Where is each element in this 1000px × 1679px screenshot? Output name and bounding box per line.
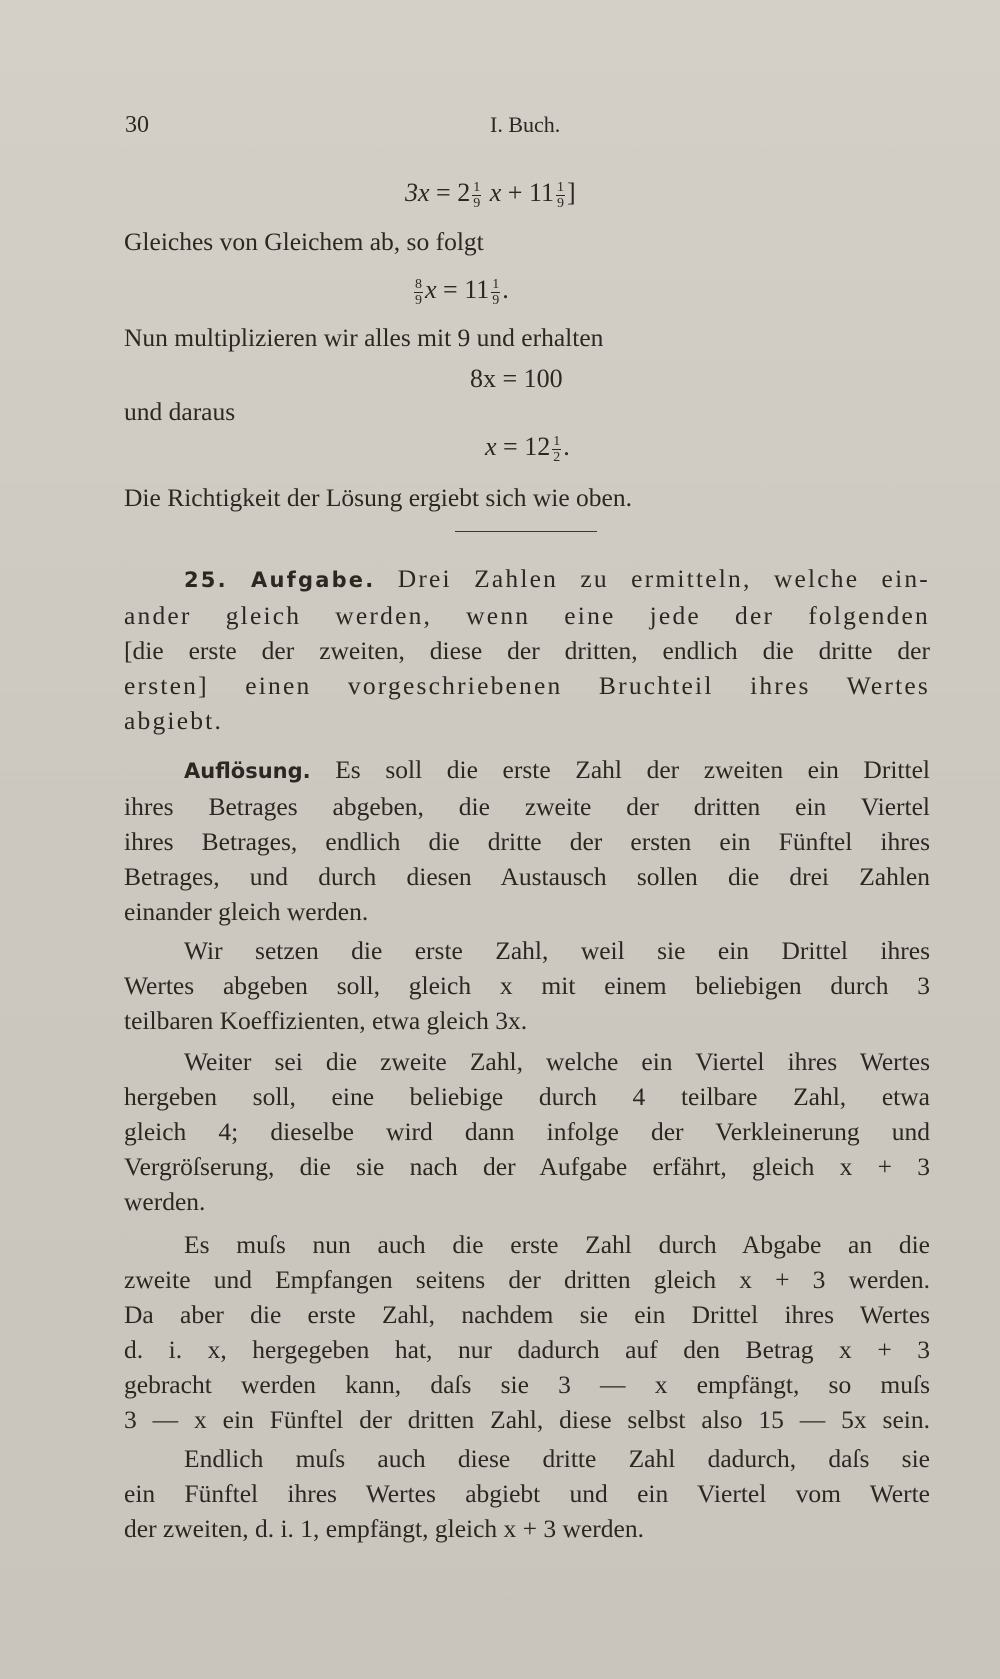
solution-line-11: gleich 4; dieselbe wird dann infolge der Verkleinerung und: [124, 1117, 930, 1146]
solution-line-12: Vergröſserung, die sie nach der Aufgabe erfährt, gleich x + 3: [124, 1152, 930, 1181]
text-line-2: Nun multiplizieren wir alles mit 9 und erhalten: [124, 323, 604, 352]
solution-line-21: ein Fünftel ihres Wertes abgiebt und ein Viertel vom Werte: [124, 1479, 930, 1508]
eq2-c-num: 1: [492, 276, 500, 292]
solution-line-17: d. i. x, hergegeben hat, nur dadurch auf den Betrag x + 3: [124, 1335, 930, 1364]
eq2-num: 8: [415, 276, 422, 292]
eq1-a-fraction: [472, 180, 481, 211]
solution-line-18: gebracht werden kann, daſs sie 3 — x empfängt, so muſs: [124, 1370, 930, 1399]
text-line-3: und daraus: [124, 397, 236, 426]
eq1-a-den: 9: [473, 195, 481, 211]
solution-line-7: Wertes abgeben soll, gleich x mit einem beliebigen durch 3: [124, 971, 930, 1000]
solution-line-15: zweite und Empfangen seitens der dritten gleich x + 3 werden.: [124, 1265, 930, 1294]
problem-line-4: ersten] einen vorgeschriebenen Bruchteil ihres Wertes: [124, 671, 930, 700]
equation-2: [412, 273, 509, 308]
page-number: 30: [125, 112, 149, 138]
eq1-b-fraction: [556, 180, 565, 211]
solution-line-22: der zweiten, d. i. 1, empfängt, gleich x + 3 werden.: [124, 1514, 644, 1543]
equation-1: [405, 176, 576, 211]
solution-line-3: ihres Betrages, endlich die dritte der ersten ein Fünftel ihres: [124, 827, 930, 856]
solution-line-20: Endlich muſs auch diese dritte Zahl dadurch, daſs sie: [184, 1444, 930, 1473]
solution-label: Auflösung.: [184, 759, 311, 783]
eq2-equals: =: [443, 275, 458, 304]
eq2-var: x: [425, 275, 437, 304]
eq2-fraction: [414, 277, 423, 308]
solution-line-14: Es muſs nun auch die erste Zahl durch Abgabe an die: [184, 1230, 930, 1259]
solution-line-5: einander gleich werden.: [124, 897, 369, 926]
eq1-a-int: 2: [457, 178, 471, 207]
text-line-4: Die Richtigkeit der Lösung ergiebt sich wie oben.: [124, 483, 632, 512]
running-head: I. Buch.: [490, 112, 561, 137]
eq4-fraction: [552, 434, 561, 465]
eq1-equals: =: [436, 178, 451, 207]
eq4-den: 2: [553, 449, 561, 465]
eq1-bracket: ]: [566, 178, 576, 207]
eq4-equals: =: [503, 432, 518, 461]
eq2-dot: .: [502, 275, 509, 304]
solution-line-10: hergeben soll, eine beliebige durch 4 teilbare Zahl, etwa: [124, 1082, 930, 1111]
eq2-int: 11: [464, 275, 490, 304]
eq4-int: 12: [524, 432, 551, 461]
equation-4: [485, 430, 570, 465]
solution-line-6: Wir setzen die erste Zahl, weil sie ein Drittel ihres: [184, 936, 930, 965]
text-line-1: Gleiches von Gleichem ab, so folgt: [124, 227, 484, 256]
problem-line-3: [die erste der zweiten, diese der dritten, endlich die dritte der: [124, 636, 930, 665]
solution-line-4: Betrages, und durch diesen Austausch sollen die drei Zahlen: [124, 862, 930, 891]
eq2-c-fraction: [491, 277, 500, 308]
eq1-b-den: 9: [556, 195, 564, 211]
section-divider: [455, 531, 597, 532]
eq2-c-den: 9: [492, 292, 500, 308]
problem-25: [124, 561, 930, 738]
problem-line-5: abgiebt.: [124, 706, 224, 735]
problem-label: 25. Aufgabe.: [184, 568, 376, 592]
eq1-var: x: [489, 178, 502, 207]
eq1-b-int: 11: [528, 178, 554, 207]
eq2-den: 9: [415, 292, 422, 308]
solution: [124, 752, 930, 1546]
eq1-plus: +: [507, 178, 523, 207]
solution-line-2: ihres Betrages abgeben, die zweite der dritten ein Viertel: [124, 792, 930, 821]
solution-line-8: teilbaren Koeffizienten, etwa gleich 3x.: [124, 1006, 528, 1035]
equation-3: 8x = 100: [470, 364, 563, 393]
solution-line-19: 3 — x ein Fünftel der dritten Zahl, diese selbst also 15 — 5x sein.: [124, 1405, 930, 1434]
solution-line-16: Da aber die erste Zahl, nachdem sie ein Drittel ihres Wertes: [124, 1300, 930, 1329]
eq1-lhs: 3x: [405, 178, 430, 207]
eq1-a-num: 1: [473, 179, 481, 195]
page-header: [125, 112, 930, 148]
solution-line-13: werden.: [124, 1187, 206, 1216]
eq4-dot: .: [563, 432, 570, 461]
problem-line-1: 25. Aufgabe. Drei Zahlen zu ermitteln, welche ein-: [184, 564, 930, 593]
problem-line-2: ander gleich werden, wenn eine jede der folgenden: [124, 601, 930, 630]
solution-line-9: Weiter sei die zweite Zahl, welche ein Viertel ihres Wertes: [184, 1047, 930, 1076]
eq4-num: 1: [553, 433, 561, 449]
eq1-b-num: 1: [556, 179, 564, 195]
solution-line-1: Auflösung. Es soll die erste Zahl der zweiten ein Drittel: [184, 755, 930, 784]
eq4-lhs: x: [485, 432, 497, 461]
